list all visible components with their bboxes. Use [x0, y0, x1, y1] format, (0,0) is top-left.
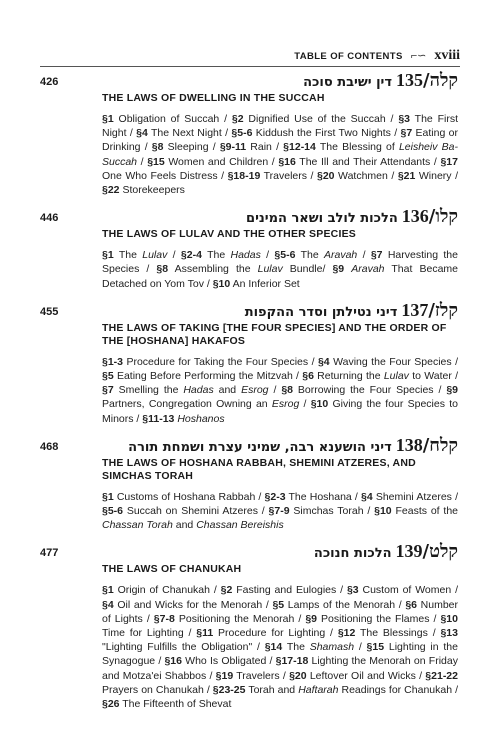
entry-description: §1 Origin of Chanukah / §2 Fasting and Eulogies / §3 Custom of Women / §4 Oil and Wicks for the Menorah / §5 Lamps of the Menorah / §6 Number of Lights / §7-8 Positioning the Menorah / §9 Positioning the Flames / §10 Time for Lighting / §11 Procedure for Lighting / §12 The Blessings / §13 "Lighting Fulfills the Obligation" / §14 The Shamash / §15 Lighting in the Synagogue / §16 Who Is Obligated / §17-18 Lighting the Menorah on Friday and Motza'ei Shabbos / §19 Travelers / §20 Leftover Oil and Wicks / §21-22 Prayers on Chanukah / §23-25 Torah and Haftarah Readings for Chanukah / §26 The Fifteenth of Shevat	[102, 584, 459, 711]
siman-hebrew: קלח/	[422, 434, 458, 456]
page-header	[294, 48, 460, 64]
entry-english-title: THE LAWS OF CHANUKAH	[102, 563, 242, 576]
toc-list	[40, 70, 458, 719]
toc-entry[interactable]	[40, 435, 458, 533]
ornament-icon: ⌐∽	[410, 50, 427, 62]
siman-hebrew: קלט/	[422, 541, 458, 563]
siman-number: 138	[395, 434, 423, 455]
entry-hebrew-title: דיני נטילתן וסדר ההקפות	[244, 304, 398, 320]
siman-number: 139	[395, 541, 423, 562]
entry-hebrew-title: דין ישיבת סוכה	[303, 75, 393, 90]
toc-entry[interactable]	[40, 300, 458, 426]
entry-page-number: 477	[40, 547, 59, 560]
entry-page-number: 426	[40, 76, 59, 88]
toc-entry[interactable]	[40, 206, 458, 291]
entry-english-title: THE LAWS OF DWELLING IN THE SUCCAH	[102, 92, 325, 104]
entry-hebrew-title: הלכות חנוכה	[313, 546, 392, 562]
running-title: TABLE OF CONTENTS	[294, 51, 403, 62]
siman-number: 137	[401, 299, 429, 320]
toc-entry[interactable]	[40, 541, 458, 711]
entry-english-title: THE LAWS OF HOSHANA RABBAH, SHEMINI ATZERES, AND SIMCHAS TORAH	[102, 456, 416, 482]
toc-entry[interactable]	[40, 70, 458, 197]
entry-hebrew-title: הלכות לולב ושאר המינים	[246, 211, 398, 227]
entry-hebrew-line	[40, 70, 458, 91]
entry-page-number: 455	[40, 305, 59, 318]
siman-hebrew: קלו/	[428, 206, 458, 228]
entry-hebrew-title: דיני הושענא רבה, שמיני עצרת ושמחת תורה	[128, 439, 392, 455]
entry-description: §1 The Lulav / §2-4 The Hadas / §5-6 The Aravah / §7 Harvesting the Species / §8 Assembling the Lulav Bundle/ §9 Aravah That Became Detached on Yom Tov / §10 An Inferior Set	[102, 249, 458, 290]
entry-description: §1-3 Procedure for Taking the Four Species / §4 Waving the Four Species / §5 Eating Before Performing the Mitzvah / §6 Returning the Lulav to Water / §7 Smelling the Hadas and Esrog / §8 Borrowing the Four Species / §9 Partners, Congregation Owning an Esrog / §10 Giving the four Species to Minors / §11-13 Hoshanos	[102, 355, 459, 425]
entry-hebrew-line	[40, 435, 458, 456]
entry-page-number: 446	[40, 212, 59, 225]
page-number: xviii	[434, 48, 460, 63]
entry-english-title: THE LAWS OF LULAV AND THE OTHER SPECIES	[102, 228, 356, 241]
siman-number: 136	[401, 206, 429, 227]
entry-hebrew-line	[40, 541, 458, 562]
entry-page-number: 468	[40, 440, 59, 453]
header-rule	[40, 66, 460, 67]
entry-description: §1 Customs of Hoshana Rabbah / §2-3 The Hoshana / §4 Shemini Atzeres / §5-6 Succah on Shemini Atzeres / §7-9 Simchas Torah / §10 Feasts of the Chassan Torah and Chassan Bereishis	[102, 490, 458, 532]
entry-hebrew-line	[40, 300, 458, 321]
entry-hebrew-line	[40, 206, 458, 227]
siman-hebrew: קלה/	[423, 70, 458, 91]
siman-number: 135	[396, 70, 424, 90]
entry-description: §1 Obligation of Succah / §2 Dignified Use of the Succah / §3 The First Night / §4 The Next Night / §5-6 Kiddush the First Two Nights / §7 Eating or Drinking / §8 Sleeping / §9-11 Rain / §12-14 The Blessing of Leisheiv Ba-Succah / §15 Women and Children / §16 The Ill and Their Attendants / §17 One Who Feels Distress / §18-19 Travelers / §20 Watchmen / §21 Winery / §22 Storekeepers	[102, 113, 458, 197]
siman-hebrew: קלז/	[428, 299, 458, 321]
entry-english-title: THE LAWS OF TAKING [THE FOUR SPECIES] AND THE ORDER OF THE [HOSHANA] HAKAFOS	[102, 321, 447, 347]
